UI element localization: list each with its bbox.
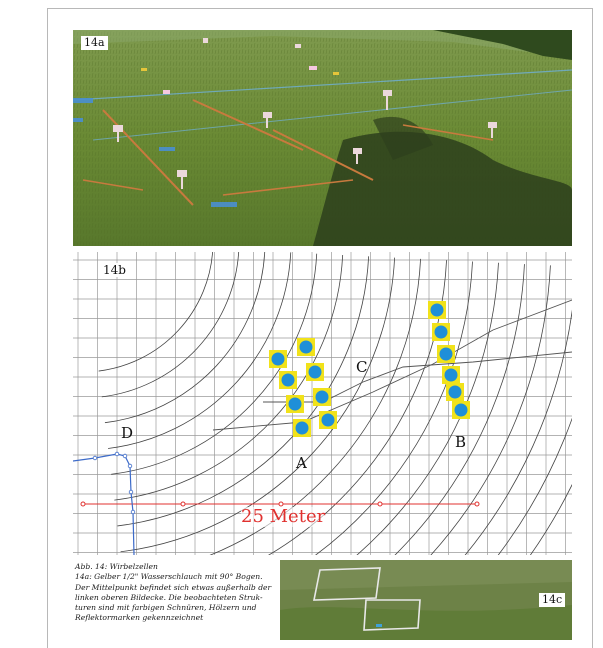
hose-node	[123, 454, 127, 458]
photo-14a-label: 14a	[81, 36, 108, 50]
caption-line: Der Mittelpunkt befindet sich etwas außerhalb der	[75, 582, 272, 592]
caption-line: Reflektormarken gekennzeichnet	[75, 613, 204, 623]
cell-dot	[440, 348, 453, 361]
point-label-d: D	[121, 424, 134, 442]
hose-node	[93, 456, 97, 460]
cell-dot	[435, 326, 448, 339]
scale-tick	[181, 502, 185, 506]
hose-node	[115, 452, 119, 456]
concentric-arc	[146, 268, 572, 555]
cell-dot	[455, 404, 468, 417]
scale-tick	[81, 502, 85, 506]
cell-dot	[445, 369, 458, 382]
concentric-arc	[139, 265, 550, 555]
scale-tick	[475, 502, 479, 506]
photo-14c-label: 14c	[539, 593, 565, 607]
point-label-b: B	[455, 433, 467, 451]
cell-dot	[316, 391, 329, 404]
concentric-arc	[143, 267, 572, 555]
cell-dot	[431, 304, 444, 317]
caption-title: Abb. 14: Wirbelzellen	[75, 562, 158, 571]
diagram-14b-label: 14b	[100, 263, 129, 277]
photo-14a	[73, 30, 572, 246]
cell-dot	[300, 341, 313, 354]
figure-caption	[75, 562, 275, 624]
caption-line: 14a: Gelber 1/2" Wasserschlauch mit 90° Bogen.	[75, 572, 263, 582]
concentric-arc	[105, 252, 265, 423]
cell-dot	[449, 386, 462, 399]
hose-node	[129, 490, 133, 494]
caption-line: linken oberen Bildecke. Die beobachteten Struk-	[75, 592, 263, 602]
hose-node	[131, 510, 135, 514]
cell-dot	[296, 422, 309, 435]
cell-dot	[309, 366, 322, 379]
cell-dot	[322, 414, 335, 427]
photo-14c	[280, 560, 572, 640]
scale-bar-label: 25 Meter	[241, 506, 326, 527]
scale-tick	[378, 502, 382, 506]
cell-dot	[282, 374, 295, 387]
hose-node	[128, 464, 132, 468]
caption-line: turen sind mit farbigen Schnüren, Hölzern und	[75, 603, 257, 613]
point-label-c: C	[356, 358, 368, 376]
concentric-arc	[108, 252, 291, 448]
point-label-a: A	[296, 454, 307, 472]
cell-dot	[289, 398, 302, 411]
cell-dot	[272, 353, 285, 366]
